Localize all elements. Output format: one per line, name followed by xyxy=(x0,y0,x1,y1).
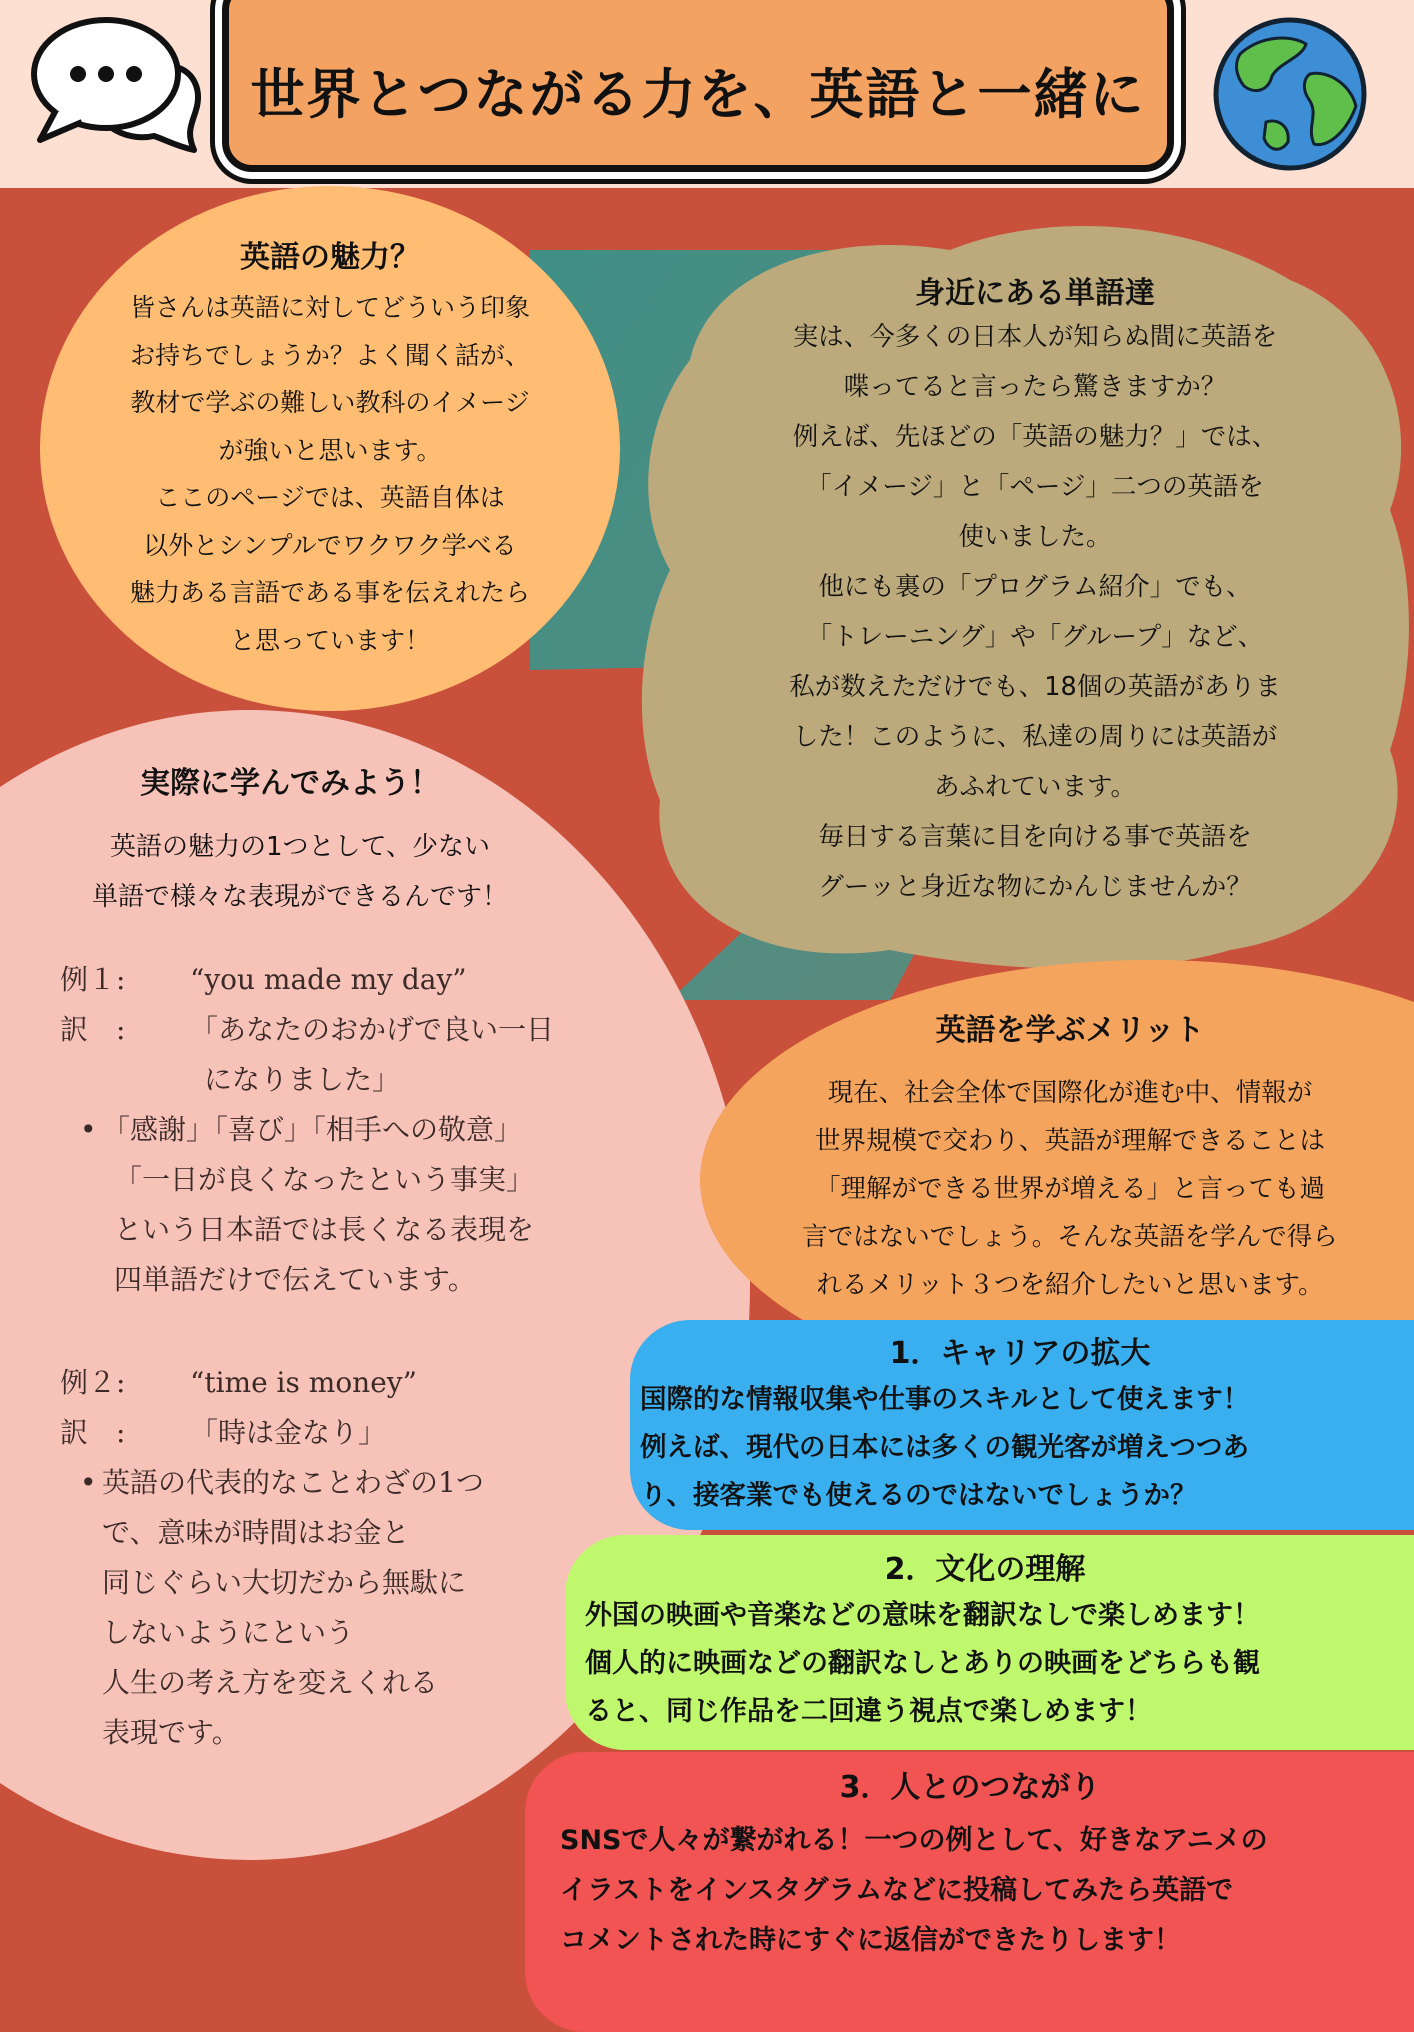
culture-text xyxy=(585,1592,1385,1736)
card-line: 国際的な情報収集や仕事のスキルとして使えます！ xyxy=(640,1384,1250,1415)
words-text xyxy=(690,312,1380,912)
practice-intro-line: 単語で様々な表現ができるんです！ xyxy=(91,882,508,912)
card-line: り、接客業でも使えるのではないでしょうか？ xyxy=(640,1480,1197,1511)
merit-line: 言ではないでしょう。そんな英語を学んで得ら xyxy=(802,1222,1338,1252)
translation-line: になりました」 xyxy=(204,1063,401,1096)
appeal-line: 教材で学ぶの難しい教科のイメージ xyxy=(130,388,530,417)
card-line: SNSで人々が繋がれる！一つの例として、好きなアニメの xyxy=(560,1825,1268,1856)
example-2-trans-label: 訳 : xyxy=(60,1416,126,1449)
example-2-phrase: “time is money” xyxy=(190,1366,417,1399)
merit-line: れるメリット３つを紹介したいと思います。 xyxy=(816,1270,1324,1300)
appeal-line: 魅力ある言語である事を伝えれたら xyxy=(129,578,530,607)
merit-line: 現在、社会全体で国際化が進む中、情報が xyxy=(827,1078,1313,1108)
career-card-content xyxy=(640,1328,1400,1520)
appeal-heading: 英語の魅力？ xyxy=(240,240,420,275)
practice-intro xyxy=(40,822,560,922)
translation-line: 「あなたのおかげで良い一日 xyxy=(190,1013,555,1046)
words-line: あふれています。 xyxy=(934,772,1136,802)
card-line: コメントされた時にすぐに返信ができたりします！ xyxy=(560,1925,1181,1956)
words-line: 実は、今多くの日本人が知らぬ間に英語を xyxy=(792,322,1278,352)
merit-heading: 英語を学ぶメリット xyxy=(935,1013,1205,1048)
appeal-line: と思っています！ xyxy=(229,625,430,655)
note-line: 「一日が良くなったという事実」 xyxy=(114,1163,535,1196)
connection-heading: 3．人とのつながり xyxy=(839,1770,1101,1805)
words-line: した！このように、私達の周りには英語が xyxy=(792,722,1278,752)
words-section xyxy=(690,268,1380,912)
note-line: 同じぐらい大切だから無駄に xyxy=(102,1566,467,1599)
appeal-line: 以外とシンプルでワクワク学べる xyxy=(143,530,517,560)
career-text xyxy=(640,1376,1400,1520)
note-line: • 「感謝」「喜び」「相手への敬意」 xyxy=(102,1113,523,1146)
merit-text xyxy=(750,1069,1390,1309)
appeal-line: ここのページでは、英語自体は xyxy=(155,483,505,512)
card-line: イラストをインスタグラムなどに投稿してみたら英語で xyxy=(560,1875,1234,1906)
words-heading: 身近にある単語達 xyxy=(915,276,1155,311)
appeal-section xyxy=(80,232,580,664)
card-line: 個人的に映画などの翻訳なしとありの映画をどちらも観 xyxy=(585,1648,1260,1679)
words-line: 「イメージ」と「ページ」二つの英語を xyxy=(806,472,1264,502)
appeal-line: 皆さんは英語に対してどういう印象 xyxy=(129,293,530,322)
note-line: という日本語では長くなる表現を xyxy=(114,1213,535,1246)
example-1-note xyxy=(60,1105,660,1305)
words-line: 私が数えただけでも、18個の英語がありま xyxy=(789,672,1281,702)
example-2-translation-row xyxy=(60,1408,620,1458)
page-title: 世界とつながる力を、英語と一緒に xyxy=(250,63,1146,126)
appeal-line: が強いと思います。 xyxy=(218,435,442,465)
example-1-label: 例１: xyxy=(60,963,126,996)
merit-line: 世界規模で交わり、英語が理解できることは xyxy=(814,1126,1325,1156)
words-line: グーッと身近な物にかんじませんか？ xyxy=(818,872,1252,902)
words-line: 他にも裏の「プログラム紹介」でも、 xyxy=(818,572,1252,602)
practice-intro-line: 英語の魅力の1つとして、少ない xyxy=(109,832,491,862)
words-line: 「トレーニング」や「グループ」など、 xyxy=(806,622,1264,652)
merit-line: 「理解ができる世界が増える」と言っても過 xyxy=(814,1174,1325,1204)
merit-section xyxy=(750,1005,1390,1309)
example-2-translation: 「時は金なり」 xyxy=(190,1416,387,1449)
example-1-phrase-row xyxy=(60,955,660,1005)
career-heading: 1．キャリアの拡大 xyxy=(889,1336,1151,1371)
appeal-line: お持ちでしょうか？よく聞く話が、 xyxy=(130,340,530,370)
example-2-label: 例２: xyxy=(60,1366,126,1399)
example-2 xyxy=(60,1358,620,1758)
note-line: • 英語の代表的なことわざの1つ xyxy=(102,1466,484,1499)
example-2-note xyxy=(60,1458,620,1758)
culture-heading: 2．文化の理解 xyxy=(884,1552,1086,1587)
words-line: 使いました。 xyxy=(958,522,1112,552)
connection-text xyxy=(560,1816,1380,1966)
culture-card-content xyxy=(585,1544,1385,1736)
card-line: 例えば、現代の日本には多くの観光客が増えつつあ xyxy=(640,1432,1249,1463)
appeal-text xyxy=(80,284,580,664)
card-line: ると、同じ作品を二回違う視点で楽しめます！ xyxy=(585,1696,1152,1727)
example-2-phrase-row xyxy=(60,1358,620,1408)
note-line: 人生の考え方を変えくれる xyxy=(102,1666,439,1699)
note-line: で、意味が時間はお金と xyxy=(102,1516,410,1549)
example-1-translation xyxy=(190,1005,554,1105)
example-1 xyxy=(60,955,660,1305)
words-line: 毎日する言葉に目を向ける事で英語を xyxy=(818,822,1252,852)
globe-icon xyxy=(1210,14,1370,174)
card-line: 外国の映画や音楽などの意味を翻訳なしで楽しめます！ xyxy=(585,1600,1260,1631)
connection-card-content xyxy=(560,1762,1380,1966)
note-line: しないようにという xyxy=(102,1616,355,1649)
example-1-phrase: “you made my day” xyxy=(190,963,467,996)
words-line: 喋ってると言ったら驚きますか？ xyxy=(843,372,1227,402)
words-line: 例えば、先ほどの「英語の魅力？」では、 xyxy=(792,422,1278,452)
note-line: 四単語だけで伝えています。 xyxy=(114,1263,476,1296)
speech-bubble-icon xyxy=(26,12,206,162)
note-line: 表現です。 xyxy=(102,1716,240,1749)
practice-heading: 実際に学んでみよう！ xyxy=(140,766,440,801)
example-1-trans-label: 訳 : xyxy=(60,1013,126,1046)
example-1-translation-row xyxy=(60,1005,660,1105)
